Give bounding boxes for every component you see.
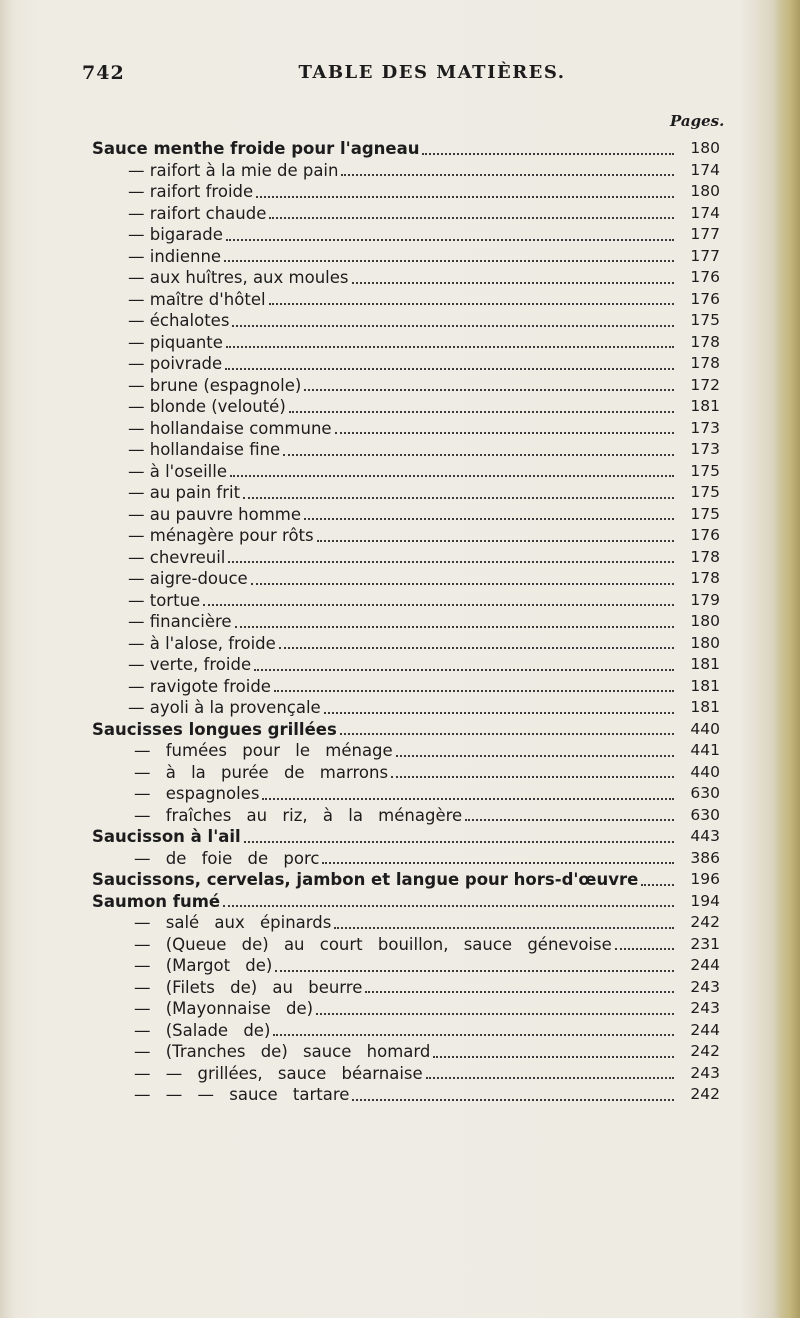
entry-page-number: 175 [690,483,720,501]
entry-page-number: 440 [690,762,720,781]
entry-text: Saucisses longues grillées [92,719,337,739]
dot-leader [324,712,674,714]
dot-leader [322,862,674,864]
index-entry [114,676,720,698]
entry-text: — fumées pour le ménage [134,741,393,760]
index-entry [114,740,720,762]
dot-leader [223,905,674,907]
dot-leader [396,755,674,757]
dot-leader [352,1099,674,1101]
entry-text: — espagnoles [134,784,260,803]
index-entry [114,977,720,999]
index-entry [114,762,720,784]
entry-text: — raifort froide [128,182,254,201]
entry-text: — indienne [128,246,222,266]
index-entry [114,418,720,440]
index-entry [114,934,720,956]
dot-leader [641,884,674,886]
entry-text: — hollandaise commune [128,418,332,438]
index-entry [114,1020,720,1042]
index-entry [114,396,720,418]
dot-leader [244,841,674,843]
index-entry [114,461,720,483]
dot-leader [226,346,674,348]
index-entry [114,160,720,182]
dot-leader [316,1013,674,1015]
entry-page-number: 173 [690,418,720,437]
index-entry [114,547,720,569]
index-entry [92,719,720,741]
page-edge-stain [774,0,800,1318]
dot-leader [225,368,674,370]
entry-text: — au pauvre homme [128,504,302,524]
index-entry [114,1041,720,1063]
pages-column-label: Pages. [670,112,725,130]
index-entries [92,138,720,1106]
entry-text: — verte, froide [128,655,252,674]
index-entry [114,289,720,311]
index-entry [114,181,720,203]
entry-page-number: 243 [690,977,720,996]
index-entry [114,633,720,655]
entry-text: — piquante [128,332,223,352]
entry-page-number: 177 [690,246,720,265]
entry-text: — aux huîtres, aux moules [128,268,349,287]
entry-text: — ayoli à la provençale [128,698,321,717]
dot-leader [365,991,674,993]
index-entry [114,611,720,633]
dot-leader [334,927,674,929]
entry-page-number: 178 [690,332,720,351]
dot-leader [251,583,674,585]
dot-leader [426,1077,674,1079]
dot-leader [283,454,674,456]
entry-page-number: 243 [690,1063,720,1082]
entry-text: — bigarade [128,225,223,244]
entry-text: — à l'alose, froide [128,633,276,653]
entry-text: — chevreuil [128,547,226,567]
entry-page-number: 178 [690,569,720,587]
entry-page-number: 180 [690,612,720,630]
dot-leader [465,819,674,821]
entry-text: — brune (espagnole) [128,375,302,395]
entry-page-number: 440 [690,719,720,738]
entry-text: — financière [128,612,232,631]
dot-leader [274,690,674,692]
dot-leader [279,647,674,649]
index-entry [114,783,720,805]
dot-leader [391,776,674,778]
entry-text: — aigre-douce [128,569,248,588]
index-entry [114,654,720,676]
entry-page-number: 175 [690,311,720,329]
index-entry [114,805,720,827]
dot-leader [304,389,674,391]
index-entry [114,912,720,934]
entry-page-number: 244 [690,1020,720,1039]
dot-leader [235,626,674,628]
index-entry [114,697,720,719]
dot-leader [304,518,674,520]
entry-page-number: 180 [690,139,720,157]
entry-page-number: 172 [690,375,720,394]
index-entry [114,504,720,526]
entry-text: — tortue [128,590,201,610]
entry-text: — (Mayonnaise de) [134,999,314,1018]
index-entry [114,332,720,354]
dot-leader [317,540,674,542]
entry-page-number: 180 [690,633,720,652]
index-entry [114,848,720,870]
entry-page-number: 194 [690,891,720,910]
entry-text: — raifort chaude [128,203,267,223]
entry-page-number: 242 [690,913,720,931]
index-entry [114,246,720,268]
page-number: 742 [82,62,125,84]
dot-leader [256,196,674,198]
running-title: TABLE DES MATIÈRES. [298,62,566,83]
entry-page-number: 174 [690,203,720,222]
dot-leader [243,497,674,499]
entry-text: — hollandaise fine [128,440,281,459]
entry-page-number: 443 [690,827,720,845]
page-header [82,62,722,92]
dot-leader [232,325,674,327]
index-entry [114,267,720,289]
dot-leader [341,174,674,176]
entry-page-number: 244 [690,956,720,974]
entry-page-number: 177 [690,225,720,243]
dot-leader [228,561,674,563]
entry-text: — (Salade de) [134,1020,271,1040]
index-entry [114,310,720,332]
entry-page-number: 178 [690,547,720,566]
dot-leader [335,432,674,434]
entry-text: — (Tranches de) sauce homard [134,1042,431,1061]
entry-text: — à la purée de marrons [134,762,389,782]
entry-text: — salé aux épinards [134,913,332,932]
dot-leader [422,153,674,155]
entry-text: — blonde (velouté) [128,397,286,416]
entry-text: — — — sauce tartare [134,1085,350,1104]
entry-page-number: 176 [690,268,720,286]
entry-text: Saucisson à l'ail [92,827,241,846]
index-entry [114,568,720,590]
entry-text: — ravigote froide [128,676,271,696]
dot-leader [262,798,674,800]
entry-text: — raifort à la mie de pain [128,160,339,180]
entry-page-number: 174 [690,160,720,179]
entry-text: — fraîches au riz, à la ménagère [134,805,463,825]
dot-leader [289,411,674,413]
dot-leader [352,282,674,284]
dot-leader [433,1056,674,1058]
entry-page-number: 386 [690,848,720,867]
dot-leader [275,970,674,972]
entry-page-number: 630 [690,784,720,802]
entry-page-number: 231 [690,934,720,953]
entry-page-number: 441 [690,741,720,759]
dot-leader [340,733,674,735]
dot-leader [230,475,674,477]
entry-text: — à l'oseille [128,461,227,481]
index-entry [114,998,720,1020]
entry-page-number: 179 [690,590,720,609]
entry-text: Sauce menthe froide pour l'agneau [92,139,420,158]
dot-leader [203,604,674,606]
index-entry [114,482,720,504]
entry-page-number: 181 [690,698,720,716]
index-entry [114,1063,720,1085]
index-entry [114,1084,720,1106]
entry-page-number: 243 [690,999,720,1017]
index-entry [114,439,720,461]
entry-text: — poivrade [128,354,223,373]
entry-text: — (Filets de) au beurre [134,977,363,997]
index-entry [114,590,720,612]
index-entry [114,224,720,246]
index-entry [92,891,720,913]
index-entry [114,353,720,375]
index-entry [92,138,720,160]
entry-page-number: 181 [690,676,720,695]
dot-leader [269,303,674,305]
entry-page-number: 173 [690,440,720,458]
index-entry [114,525,720,547]
dot-leader [615,948,674,950]
entry-page-number: 175 [690,461,720,480]
dot-leader [224,260,674,262]
entry-text: — au pain frit [128,483,241,502]
entry-page-number: 176 [690,526,720,544]
dot-leader [273,1034,674,1036]
entry-page-number: 180 [690,182,720,200]
index-entry [92,826,720,848]
entry-page-number: 181 [690,655,720,673]
entry-page-number: 176 [690,289,720,308]
entry-page-number: 175 [690,504,720,523]
index-entry [114,203,720,225]
entry-text: — ménagère pour rôts [128,526,314,545]
entry-page-number: 242 [690,1085,720,1103]
entry-text: — de foie de porc [134,848,320,868]
index-entry [114,955,720,977]
entry-text: — échalotes [128,311,230,330]
dot-leader [269,217,674,219]
entry-text: — (Queue de) au court bouillon, sauce génevoise [134,934,612,954]
entry-text: Saucissons, cervelas, jambon et langue pour hors-d'œuvre [92,870,639,889]
index-entry [114,375,720,397]
entry-text: — maître d'hôtel [128,289,266,309]
entry-page-number: 196 [690,870,720,888]
entry-page-number: 242 [690,1042,720,1060]
entry-text: — — grillées, sauce béarnaise [134,1063,423,1083]
entry-text: — (Margot de) [134,956,273,975]
entry-page-number: 630 [690,805,720,824]
dot-leader [254,669,674,671]
entry-text: Saumon fumé [92,891,221,911]
index-entry [92,869,720,891]
dot-leader [226,239,674,241]
entry-page-number: 178 [690,354,720,372]
entry-page-number: 181 [690,397,720,415]
